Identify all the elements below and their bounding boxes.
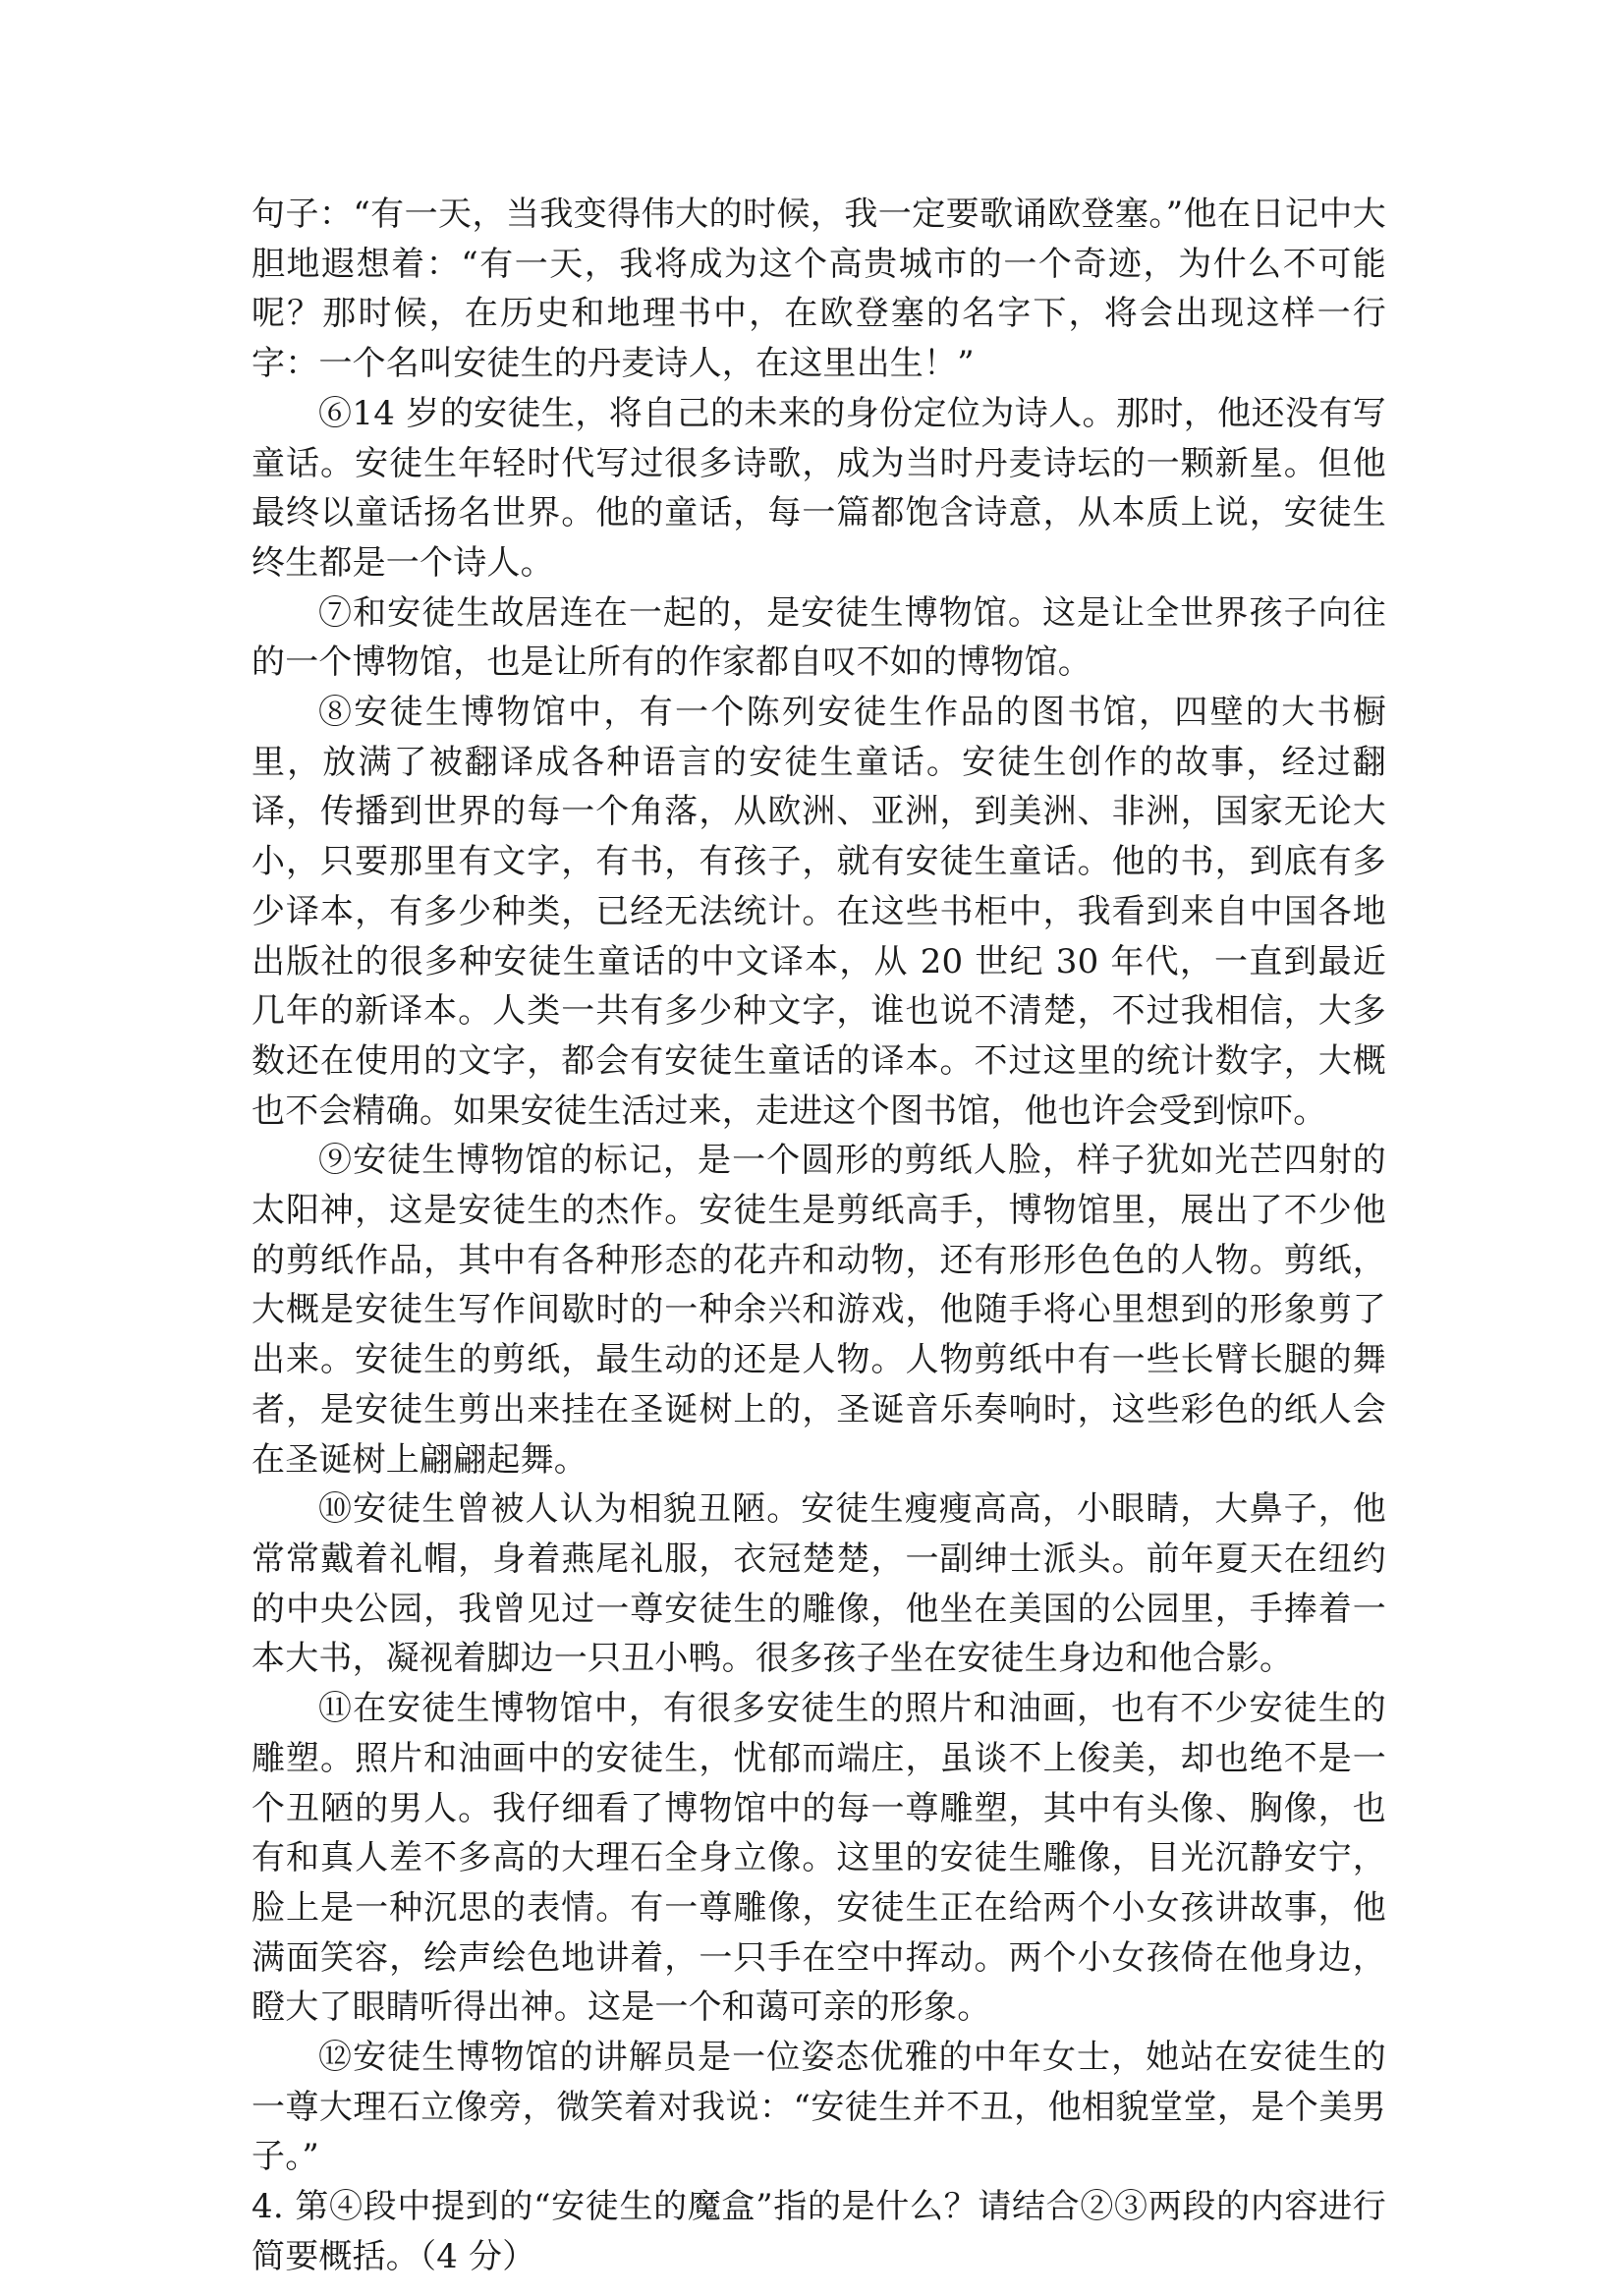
- paragraph-8: ⑧安徒生博物馆中，有一个陈列安徒生作品的图书馆，四壁的大书橱里，放满了被翻译成各种语言的安徒生童话。安徒生创作的故事，经过翻译，传播到世界的每一个角落，从欧洲、亚洲，到美洲、非洲，国家无论大小，只要那里有文字，有书，有孩子，就有安徒生童话。他的书，到底有多少译本，有多少种类，已经无法统计。在这些书柜中，我看到来自中国各地出版社的很多种安徒生童话的中文译本，从 20 世纪 30 年代，一直到最近几年的新译本。人类一共有多少种文字，谁也说不清楚，不过我相信，大多数还在使用的文字，都会有安徒生童话的译本。不过这里的统计数字，大概也不会精确。如果安徒生活过来，走进这个图书馆，他也许会受到惊吓。: [252, 693, 1386, 1131]
- paragraph-12: ⑫安徒生博物馆的讲解员是一位姿态优雅的中年女士，她站在安徒生的一尊大理石立像旁，微笑着对我说：“安徒生并不丑，他相貌堂堂，是个美男子。”: [252, 2038, 1386, 2177]
- paragraph-7: ⑦和安徒生故居连在一起的，是安徒生博物馆。这是让全世界孩子向往的一个博物馆，也是让所有的作家都自叹不如的博物馆。: [252, 592, 1386, 683]
- article-body: [252, 190, 1386, 2282]
- paragraph-10: ⑩安徒生曾被人认为相貌丑陋。安徒生瘦瘦高高，小眼睛，大鼻子，他常常戴着礼帽，身着燕尾礼服，衣冠楚楚，一副绅士派头。前年夏天在纽约的中央公园，我曾见过一尊安徒生的雕像，他坐在美国的公园里，手捧着一本大书，凝视着脚边一只丑小鸭。很多孩子坐在安徒生身边和他合影。: [252, 1489, 1386, 1679]
- paragraph-continued-quote: 句子：“有一天，当我变得伟大的时候，我一定要歌诵欧登塞。”他在日记中大胆地遐想着：“有一天，我将成为这个高贵城市的一个奇迹，为什么不可能呢？那时候，在历史和地理书中，在欧登塞的名字下，将会出现这样一行字：一个名叫安徒生的丹麦诗人，在这里出生！”: [252, 195, 1386, 384]
- paragraph-11: ⑪在安徒生博物馆中，有很多安徒生的照片和油画，也有不少安徒生的雕塑。照片和油画中的安徒生，忧郁而端庄，虽谈不上俊美，却也绝不是一个丑陋的男人。我仔细看了博物馆中的每一尊雕塑，其中有头像、胸像，也有和真人差不多高的大理石全身立像。这里的安徒生雕像，目光沉静安宁，脸上是一种沉思的表情。有一尊雕像，安徒生正在给两个小女孩讲故事，他满面笑容，绘声绘色地讲着，一只手在空中挥动。两个小女孩倚在他身边，瞪大了眼睛听得出神。这是一个和蔼可亲的形象。: [252, 1689, 1386, 2028]
- question-4: 4. 第④段中提到的“安徒生的魔盒”指的是什么？请结合②③两段的内容进行简要概括。（4 分）: [252, 2187, 1386, 2276]
- paragraph-6: ⑥14 岁的安徒生，将自己的未来的身份定位为诗人。那时，他还没有写童话。安徒生年轻时代写过很多诗歌，成为当时丹麦诗坛的一颗新星。但他最终以童话扬名世界。他的童话，每一篇都饱含诗意，从本质上说，安徒生终生都是一个诗人。: [252, 393, 1386, 583]
- paragraph-9: ⑨安徒生博物馆的标记，是一个圆形的剪纸人脸，样子犹如光芒四射的太阳神，这是安徒生的杰作。安徒生是剪纸高手，博物馆里，展出了不少他的剪纸作品，其中有各种形态的花卉和动物，还有形形色色的人物。剪纸，大概是安徒生写作间歇时的一种余兴和游戏，他随手将心里想到的形象剪了出来。安徒生的剪纸，最生动的还是人物。人物剪纸中有一些长臂长腿的舞者，是安徒生剪出来挂在圣诞树上的，圣诞音乐奏响时，这些彩色的纸人会在圣诞树上翩翩起舞。: [252, 1141, 1386, 1480]
